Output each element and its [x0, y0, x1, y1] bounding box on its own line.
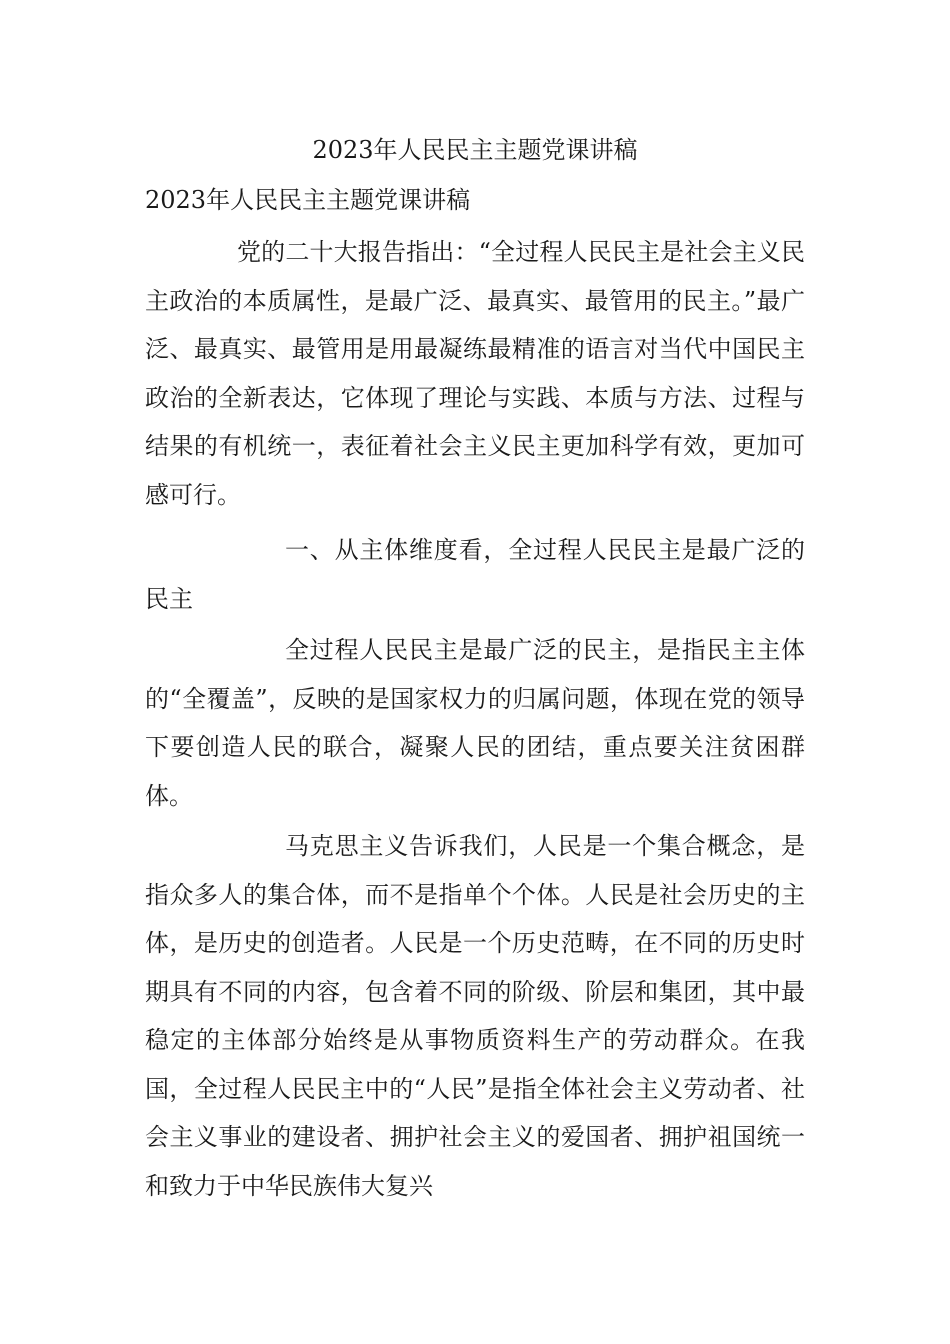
paragraph-marxism-people: 马克思主义告诉我们，人民是一个集合概念，是指众多人的集合体，而不是指单个个体。人民是社会历史的主体，是历史的创造者。人民是一个历史范畴，在不同的历史时期具有不同的内容，包含着不同的阶级、阶层和集团，其中最稳定的主体部分始终是从事物质资料生产的劳动群众。在我国，全过程人民民主中的“人民”是指全体社会主义劳动者、社会主义事业的建设者、拥护社会主义的爱国者、拥护祖国统一和致力于中华民族伟大复兴 — [145, 832, 805, 1200]
paragraph-intro: 党的二十大报告指出：“全过程人民民主是社会主义民主政治的本质属性，是最广泛、最真实、最管用的民主。”最广泛、最真实、最管用是用最凝练最精准的语言对当代中国民主政治的全新表达，它体现了理论与实践、本质与方法、过程与结果的有机统一，表征着社会主义民主更加科学有效，更加可感可行。 — [145, 238, 805, 509]
document-title: 2023年人民民主主题党课讲稿 — [312, 136, 638, 164]
document-subtitle: 2023年人民民主主题党课讲稿 — [145, 186, 471, 214]
section-heading-1: 一、从主体维度看，全过程人民民主是最广泛的民主 — [145, 536, 805, 613]
paragraph-broadest-democracy: 全过程人民民主是最广泛的民主，是指民主主体的“全覆盖”，反映的是国家权力的归属问题，体现在党的领导下要创造人民的联合，凝聚人民的团结，重点要关注贫困群体。 — [145, 636, 805, 810]
